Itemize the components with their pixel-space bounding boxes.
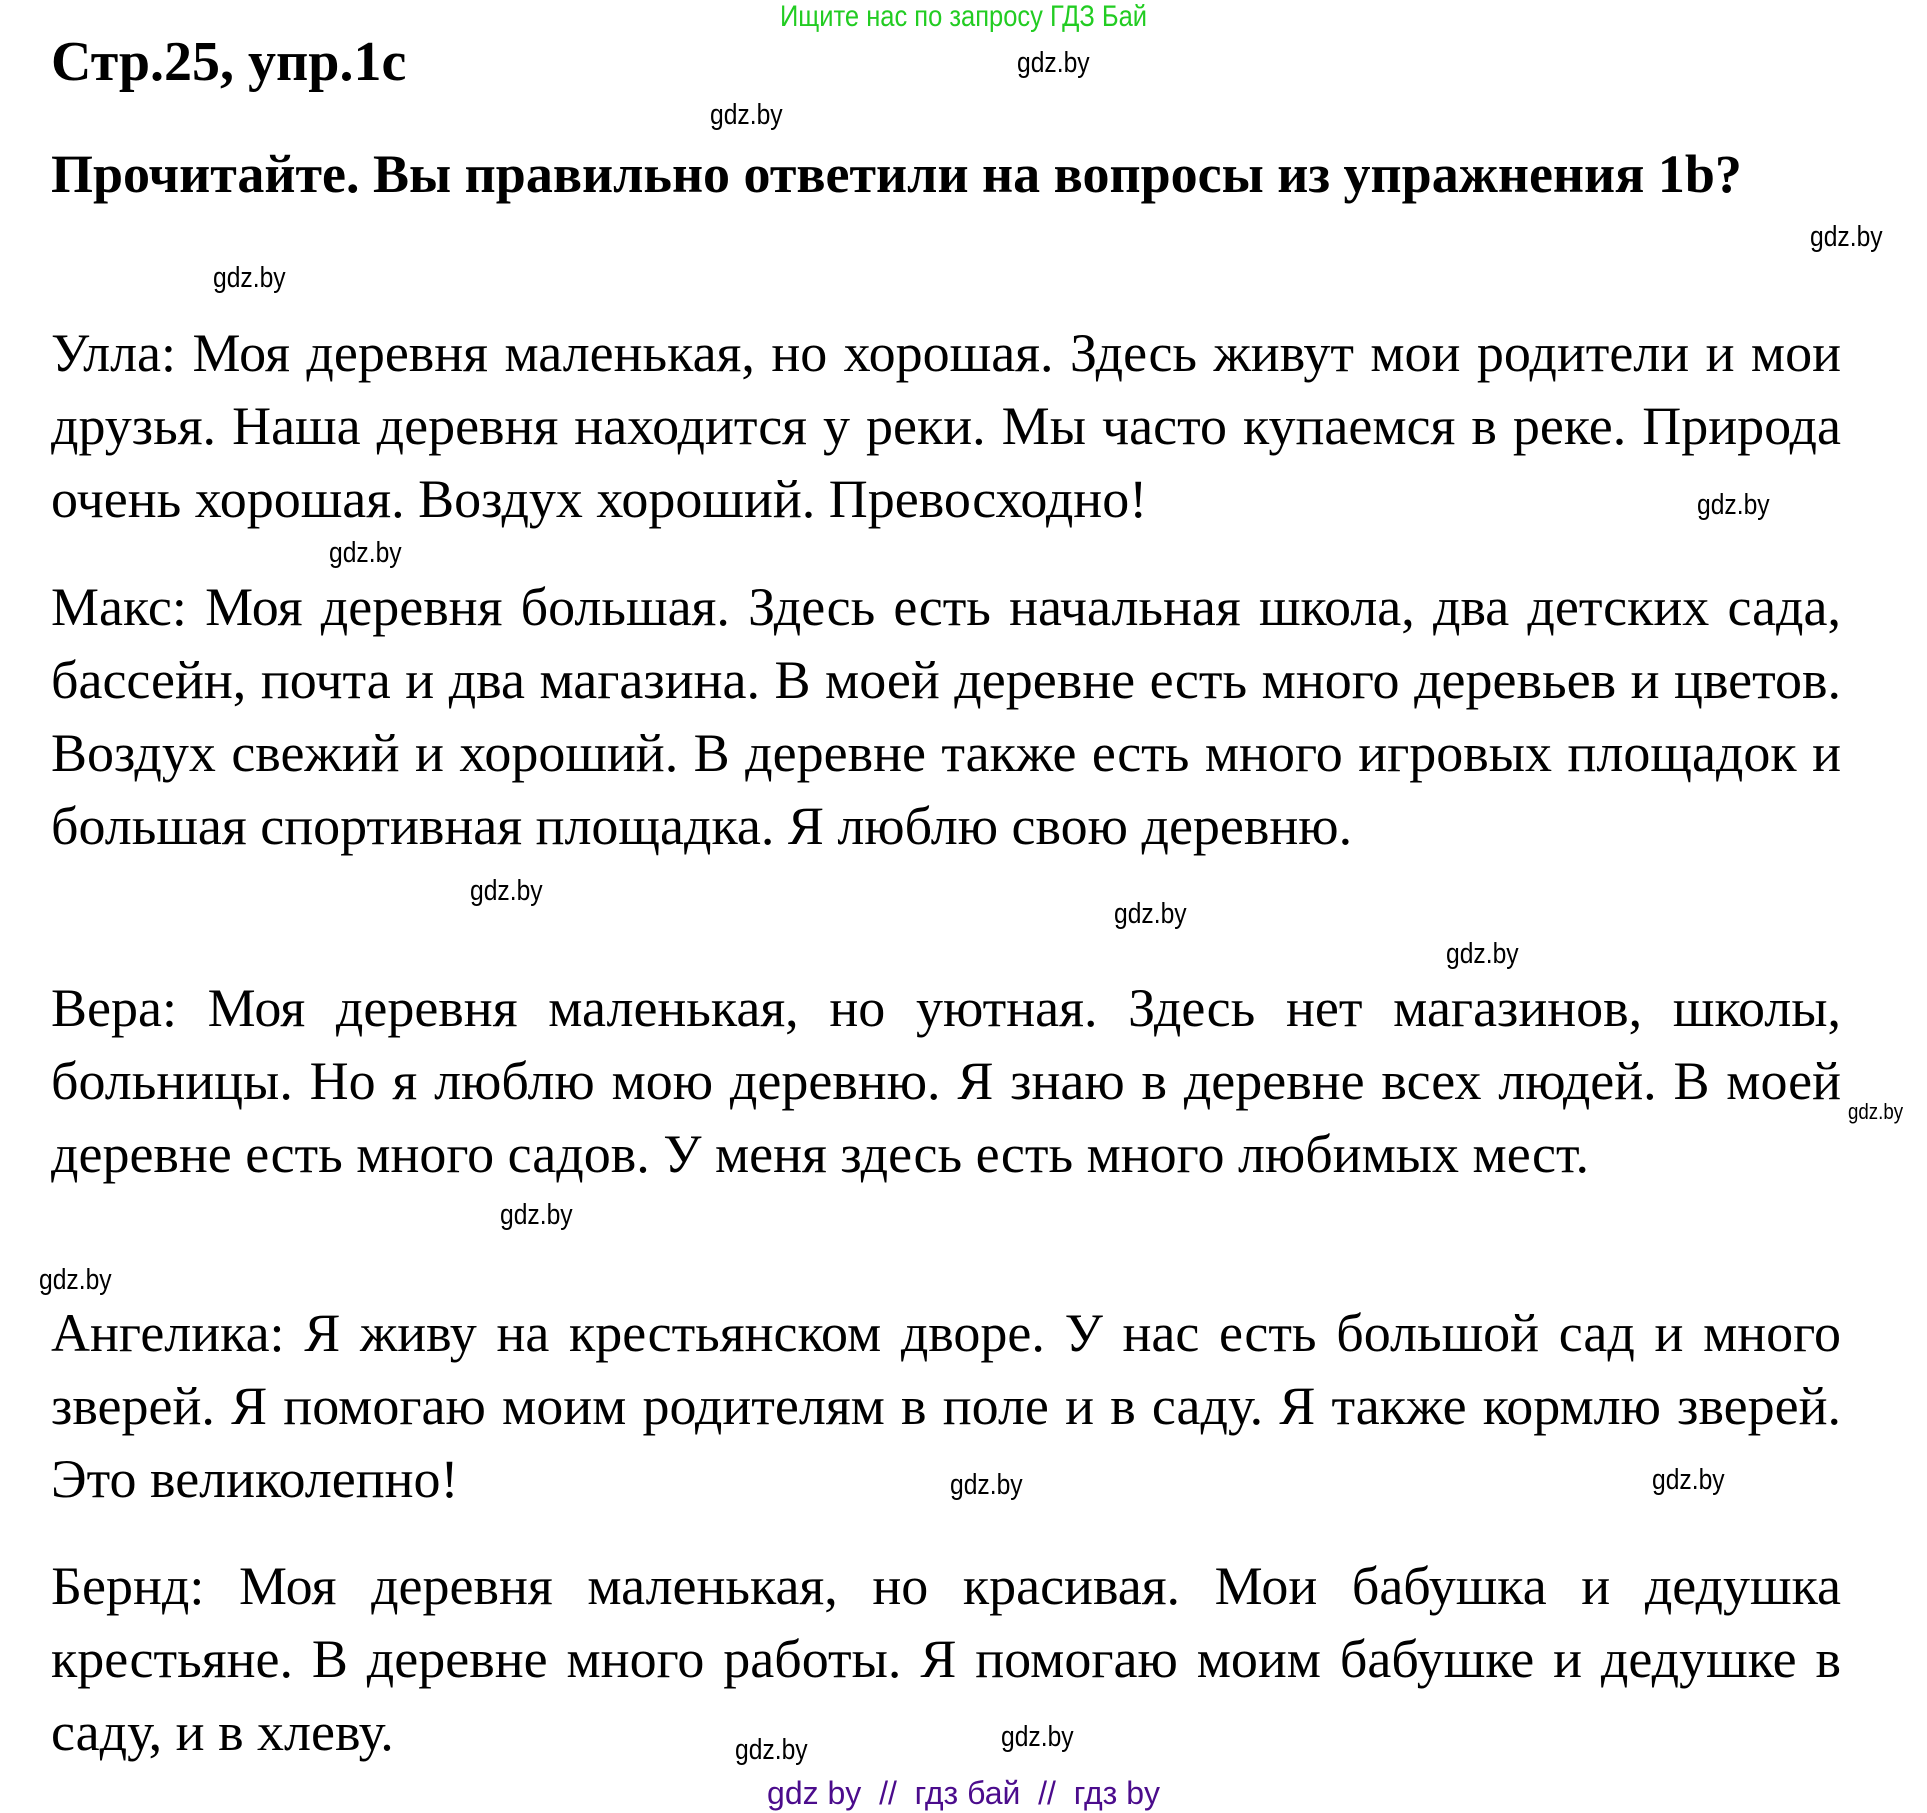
page-title: Стр.25, упр.1с: [51, 31, 407, 93]
search-banner: Ищите нас по запросу ГДЗ Бай: [779, 0, 1148, 33]
watermark: gdz.by: [710, 99, 783, 131]
watermark: gdz.by: [1017, 47, 1090, 79]
watermark: gdz.by: [1114, 898, 1187, 930]
watermark: gdz.by: [1848, 1099, 1904, 1124]
watermark: gdz.by: [1652, 1464, 1725, 1496]
watermark: gdz.by: [1697, 489, 1770, 521]
paragraph-bernd: Бернд: Моя деревня маленькая, но красивая. Мои бабушка и дедушка крестьяне. В деревне много работы. Я помогаю моим бабушке и дедушке в саду, и в хлеву.: [51, 1556, 1841, 1762]
watermark: gdz.by: [213, 262, 286, 294]
paragraph-angelika: Ангелика: Я живу на крестьянском дворе. У нас есть большой сад и много зверей. Я помогаю моим родителям в поле и в саду. Я также кормлю зверей. Это великолепно!: [51, 1303, 1841, 1509]
watermark: gdz.by: [470, 875, 543, 907]
watermark: gdz.by: [39, 1264, 112, 1296]
watermark: gdz.by: [329, 537, 402, 569]
footer-watermark: gdz by // гдз бай // гдз by: [767, 1775, 1160, 1811]
task-heading: Прочитайте. Вы правильно ответили на вопросы из упражнения 1b?: [51, 144, 1742, 204]
watermark: gdz.by: [735, 1734, 808, 1766]
watermark: gdz.by: [500, 1199, 573, 1231]
paragraph-vera: Вера: Моя деревня маленькая, но уютная. Здесь нет магазинов, школы, больницы. Но я люблю мою деревню. Я знаю в деревне всех людей. В моей деревне есть много садов. У меня здесь есть много любимых мест.: [51, 978, 1841, 1184]
paragraph-max: Макс: Моя деревня большая. Здесь есть начальная школа, два детских сада, бассейн, почта и два магазина. В моей деревне есть много деревьев и цветов. Воздух свежий и хороший. В деревне также есть много игровых площадок и большая спортивная площадка. Я люблю свою деревню.: [51, 577, 1841, 856]
watermark: gdz.by: [1810, 221, 1883, 253]
watermark: gdz.by: [950, 1469, 1023, 1501]
watermark: gdz.by: [1001, 1721, 1074, 1753]
paragraph-ulla: Улла: Моя деревня маленькая, но хорошая. Здесь живут мои родители и мои друзья. Наша деревня находится у реки. Мы часто купаемся в реке. Природа очень хорошая. Воздух хороший. Превосходно!: [51, 323, 1841, 529]
watermark: gdz.by: [1446, 938, 1519, 970]
